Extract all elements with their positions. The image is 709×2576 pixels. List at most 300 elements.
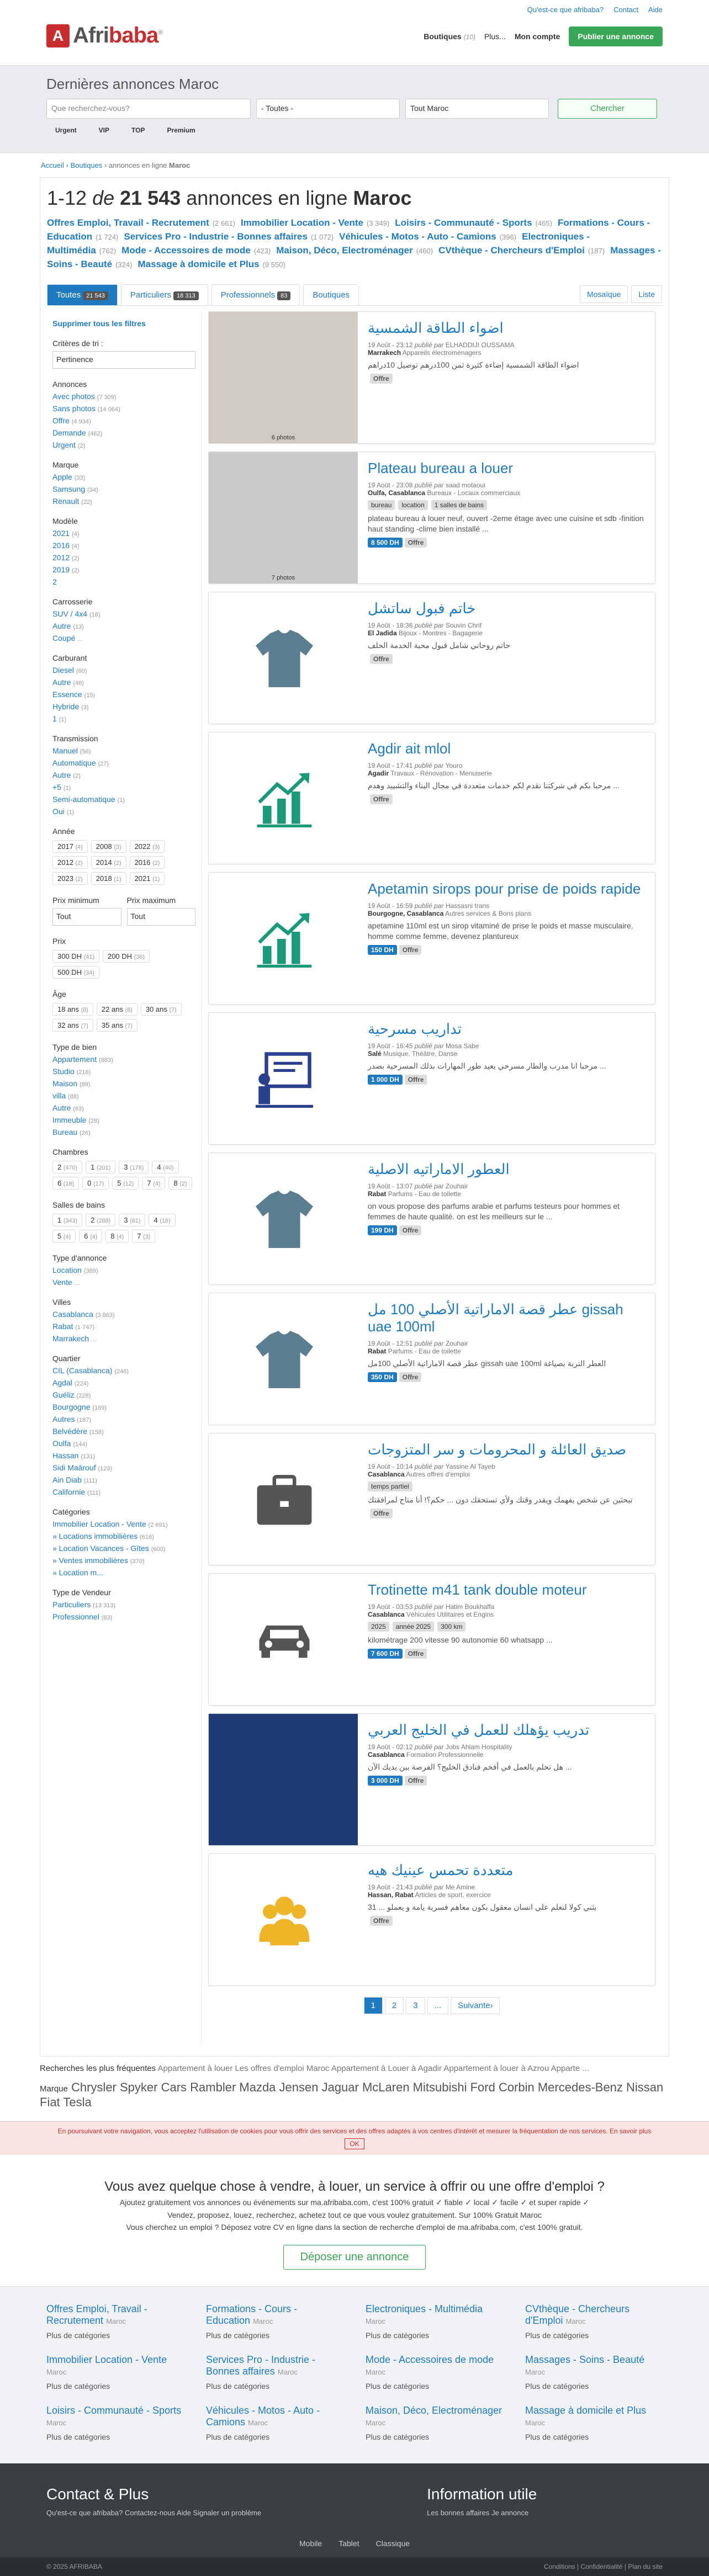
filter-option[interactable] [52,1278,195,1287]
category-link[interactable]: Mode - Accessoires de mode [121,245,251,256]
ad-category[interactable]: Autres offres d'emploi [406,1470,470,1478]
filter-option[interactable] [52,529,195,538]
ad-thumbnail[interactable] [209,1433,358,1565]
ad-card[interactable] [208,1152,655,1285]
filter-option[interactable] [52,1568,195,1577]
filter-option[interactable] [52,666,195,674]
filter-option[interactable] [52,1463,195,1472]
chip-label: 30 ans [145,1005,167,1013]
filter-option[interactable] [52,1091,195,1100]
chip-count: (2) [114,860,121,867]
ad-text [358,1433,655,1565]
ad-tags [368,1481,412,1491]
ad-user[interactable]: Hatim Boukhaffa [445,1603,495,1611]
filter-option[interactable] [52,541,195,550]
mode-mobile[interactable]: Mobile [299,2539,322,2548]
publish-ad-button[interactable]: Publier une annonce [569,26,663,46]
ad-offer-badge: Offre [405,1649,427,1659]
filter-annonces-title: Annonces [52,380,87,389]
filter-option[interactable] [52,746,195,755]
frequent-search-links[interactable]: Appartement à louer Les offres d'emploi Maroc Appartement à Louer à Agadir Appartement à louer à Azrou Apparte ... [157,2064,589,2073]
crumb-home[interactable]: Accueil [41,161,64,169]
category-card-title[interactable] [366,2405,503,2428]
legal-links[interactable]: Conditions | Confidentialité | Plan du site [543,2563,663,2570]
tab-particuliers[interactable]: Particuliers 18 313 [121,284,208,305]
page-link[interactable]: 2 [385,1997,404,2014]
filter-option-label: Hassan [52,1451,79,1460]
filter-option[interactable] [52,795,195,804]
filter-option-count: (123) [98,1465,113,1472]
category-link[interactable]: Electroniques - Multimédia [47,231,590,256]
chip-label: 5 [57,1232,62,1240]
filter-chip[interactable] [52,950,99,963]
category-link[interactable]: Loisirs - Communauté - Sports [395,217,532,228]
filter-chip[interactable] [52,840,88,853]
mode-tablet[interactable]: Tablet [338,2539,359,2548]
price-max-select[interactable]: Tout [127,908,196,926]
ad-card[interactable] [208,872,655,1005]
filter-option[interactable] [52,1556,195,1565]
filter-chip[interactable] [91,856,126,869]
ad-card[interactable] [208,1573,655,1706]
filter-option[interactable] [52,1366,195,1375]
ad-meta [368,762,645,777]
chip-count: (3) [152,844,160,851]
more-categories-link[interactable]: Plus de catégories [46,2432,110,2441]
chip-label: 300 DH [57,952,82,960]
more-categories-link[interactable]: Plus de catégories [46,2382,110,2391]
ad-user[interactable]: ELHADDIJI OUSSAMA [445,341,515,349]
nav-plus[interactable]: Plus... [484,32,506,41]
filter-chip[interactable] [52,966,99,979]
filter-option-count: (4) [72,543,80,550]
page-link[interactable]: 1 [364,1997,383,2014]
page-link[interactable]: ... [427,1997,449,2014]
ad-title[interactable]: Apetamin sirops pour prise de poids rapide [368,880,641,897]
ad-title[interactable]: Agdir ait mlol [368,740,451,757]
ad-date: 19 Août - 03:53 [368,1603,413,1611]
filter-chip[interactable] [52,856,88,869]
ad-category[interactable]: Parfums - Eau de toilette [388,1347,461,1355]
ad-thumbnail[interactable] [209,452,358,583]
ad-card[interactable] [208,1853,655,1986]
category-count: (762) [99,247,117,255]
ad-title[interactable]: تداريب مسرحية [368,1021,462,1037]
filter-chip[interactable] [52,872,88,885]
filter-option[interactable] [52,392,195,401]
filter-option[interactable] [52,678,195,687]
location-select[interactable]: Tout Maroc [405,99,549,119]
filter-option[interactable] [52,1439,195,1448]
search-input[interactable]: Que recherchez-vous? [46,99,251,119]
filter-option[interactable] [52,440,195,449]
ad-user[interactable]: Zouhair [445,1182,468,1190]
category-card-title[interactable] [46,2405,184,2428]
footer-contact-links[interactable]: Qu'est-ce que afribaba? Contactez-nous Aide Signaler un problème [46,2509,262,2517]
filter-option[interactable] [52,404,195,413]
category-card-country: Maroc [366,2419,386,2427]
crumb-boutiques[interactable]: Boutiques [70,161,103,169]
category-link[interactable]: Formations - Cours - Education [47,217,650,242]
ad-thumbnail[interactable] [209,1153,358,1284]
price-min-select[interactable]: Tout [52,908,121,926]
more-categories-link[interactable]: Plus de catégories [525,2331,589,2340]
category-link[interactable]: Véhicules - Motos - Auto - Camions [339,231,496,242]
ad-thumbnail[interactable] [209,1714,358,1845]
link-help[interactable]: Aide [648,6,663,14]
ad-thumbnail[interactable] [209,732,358,864]
link-contact[interactable]: Contact [613,6,638,14]
ad-category[interactable]: Musique, Théâtre, Danse [383,1050,458,1058]
footer-info-links[interactable]: Les bonnes affaires Je annonce [427,2509,529,2517]
category-card-title[interactable] [525,2405,663,2428]
ad-user[interactable]: saad motaoui [445,481,485,489]
site-logo[interactable] [46,23,162,48]
ad-title[interactable]: صديق العائلة و المحرومات و سر المتزوجات [368,1441,627,1458]
filter-option[interactable] [52,783,195,792]
filter-option[interactable] [52,416,195,425]
category-card-title[interactable] [525,2354,663,2377]
category-link[interactable]: Offres Emploi, Travail - Recrutement [47,217,209,228]
filter-option[interactable] [52,485,195,493]
filter-chip[interactable] [86,1214,115,1226]
ad-card[interactable] [208,311,655,444]
flag-top[interactable]: TOP [131,126,145,134]
ad-category[interactable]: Articles de sport, exercice [415,1891,491,1899]
ad-meta [368,1883,645,1899]
category-card-title[interactable] [46,2354,184,2377]
ad-category[interactable]: Travaux - Rénovation - Menuiserie [390,769,492,777]
ad-user[interactable]: Me Amine [445,1883,475,1891]
link-about[interactable]: Qu'est-ce que afribaba? [527,6,604,14]
filter-option-label: Guéliz [52,1390,75,1399]
ad-user[interactable]: Hassasni trans [445,902,490,910]
filter-option-count: (883) [99,1057,113,1064]
search-button[interactable]: Chercher [558,99,657,119]
flag-vip[interactable]: VIP [98,126,110,134]
ad-user[interactable]: Youro [445,762,463,769]
category-card [206,2354,343,2391]
filter-option[interactable] [52,1544,195,1553]
category-link[interactable]: Massage à domicile et Plus [137,259,260,269]
ad-tag: 300 km [437,1622,465,1632]
filter-chip[interactable] [52,1214,82,1226]
ad-meta [368,1042,645,1058]
ad-category[interactable]: Formation Professionnelle [406,1751,484,1759]
nav-account[interactable]: Mon compte [514,32,560,41]
ad-thumbnail[interactable] [209,312,358,443]
filter-chip[interactable] [130,856,165,869]
filter-option[interactable] [52,714,195,723]
filter-chip[interactable] [91,872,126,885]
filter-chip[interactable] [79,1230,102,1242]
filter-option[interactable] [52,472,195,481]
view-mosaic-button[interactable]: Mosaïque [580,285,628,303]
filter-chip[interactable] [152,1161,178,1173]
filter-chip[interactable] [142,1177,165,1189]
filter-chip[interactable] [103,950,150,963]
filter-chip[interactable] [112,1177,139,1189]
shirt-icon [248,623,320,694]
ad-offer-badge: Offre [370,1509,393,1518]
filter-option[interactable] [52,1322,195,1331]
filter-option[interactable] [52,1128,195,1136]
page-link[interactable]: Suivante› [451,1997,500,2014]
chip-label: 1 [91,1163,95,1171]
ad-description: kilométrage 200 vitesse 90 autonomie 60 whatsapp ... [368,1635,553,1644]
tab-toutes[interactable]: Toutes 21 543 [47,284,118,305]
mode-classic[interactable]: Classique [375,2539,410,2548]
filter-chip[interactable] [119,1161,149,1173]
ad-user[interactable]: Mosa Sabe [445,1042,479,1050]
ad-category[interactable]: Autres services & Bons plans [445,910,532,917]
category-link[interactable]: Massages - Soins - Beauté [47,245,661,269]
ad-badges [368,654,645,664]
category-card-title[interactable] [206,2354,343,2377]
filter-option-label: Bourgogne [52,1403,91,1411]
more-categories-link[interactable]: Plus de catégories [206,2331,270,2340]
filter-option[interactable] [52,609,195,618]
ad-thumbnail[interactable] [209,1574,358,1705]
ad-thumbnail[interactable] [209,1293,358,1425]
ad-tag: 1 salles de bains [431,500,487,510]
more-categories-link[interactable]: Plus de catégories [525,2382,589,2391]
category-card-title[interactable] [366,2354,503,2377]
filter-option-count: (2) [72,567,80,574]
filter-option[interactable] [52,1488,195,1496]
filter-option-label: Autre [52,622,71,630]
ad-category[interactable]: Véhicules Utilitaires et Engins [406,1611,494,1618]
filter-chip[interactable] [105,1230,129,1242]
filter-age-title: Âge [52,990,66,998]
filter-chip[interactable] [130,872,165,885]
ad-title[interactable]: Trotinette m41 tank double moteur [368,1581,587,1598]
filter-option-count: (60) [76,668,87,674]
ad-thumbnail[interactable] [209,1013,358,1144]
ad-description: خاتم روحاني شامل قبول محبة الخدمة الحلف [368,641,511,650]
category-card-country: Maroc [253,2317,273,2325]
ad-card[interactable] [208,732,655,864]
category-grid [0,2286,709,2463]
category-card-title[interactable] [525,2303,663,2327]
filter-option-count: (1) [59,716,67,723]
filter-option[interactable] [52,758,195,767]
chip-label: 2012 [57,858,73,867]
deposit-ad-button[interactable]: Déposer une annonce [283,2245,426,2270]
ad-card[interactable] [208,452,655,584]
ad-card[interactable] [208,1012,655,1145]
filter-chip[interactable] [86,1161,115,1173]
filter-option[interactable] [52,1600,195,1609]
ad-photo [209,1714,358,1845]
filter-chip[interactable] [130,840,165,853]
ad-date: 19 Août - 02:12 [368,1743,413,1751]
more-categories-link[interactable]: Plus de catégories [46,2331,110,2340]
chip-count: (4) [75,844,83,851]
filter-option-label: CIL (Casablanca) [52,1366,113,1375]
ad-published-by: publié par [414,1042,444,1050]
cookie-ok-button[interactable]: OK [345,2138,364,2149]
category-card-title[interactable] [206,2303,343,2327]
view-list-button[interactable]: Liste [631,285,662,303]
filter-option-label: Maison [52,1079,78,1088]
category-card-title[interactable] [206,2405,343,2428]
filter-option[interactable] [52,1103,195,1112]
clear-filters-link[interactable]: Supprimer tous les filtres [52,319,146,328]
filter-option[interactable] [52,577,195,586]
filter-option[interactable] [52,1334,195,1343]
category-select[interactable]: - Toutes - [256,99,400,119]
filter-option[interactable] [52,553,195,562]
ad-offer-badge: Offre [399,945,422,955]
filter-option[interactable] [52,1116,195,1124]
category-link[interactable]: CVthèque - Chercheurs d'Emploi [438,245,585,256]
filter-chip[interactable] [97,1003,137,1016]
more-categories-link[interactable]: Plus de catégories [525,2432,589,2441]
ad-category[interactable]: Parfums - Eau de toilette [388,1190,461,1198]
filter-option[interactable] [52,1378,195,1387]
price-max [127,896,196,926]
filter-option-count: (144) [73,1441,88,1448]
ad-thumbnail[interactable] [209,1854,358,1985]
filter-option[interactable] [52,428,195,437]
price-min [52,896,121,926]
filter-chip[interactable] [91,840,126,853]
category-card-title[interactable] [366,2303,503,2327]
ad-category[interactable]: Bijoux - Montres - Bagagerie [399,629,483,637]
view-toggle [580,285,662,303]
filter-option[interactable] [52,771,195,779]
filter-option[interactable] [52,1532,195,1541]
sort-select[interactable]: Pertinence [52,351,195,369]
filter-option[interactable] [52,1520,195,1528]
filter-option-label: Autre [52,771,71,779]
ad-card[interactable] [208,592,655,724]
ad-user[interactable]: Yassine Al Tayeb [445,1463,495,1470]
filter-option[interactable] [52,1427,195,1436]
filter-option[interactable] [52,702,195,711]
category-card-title[interactable] [46,2303,184,2327]
ad-thumbnail[interactable] [209,592,358,724]
brand-list[interactable]: Chrysler Spyker Cars Rambler Mazda Jensen Jaguar McLaren Mitsubishi Ford Corbin Mercedes-Benz Nissan Fiat Tesla [40,2080,664,2109]
filter-chip[interactable] [52,1003,93,1016]
ad-title[interactable]: العطور الاماراتيه الاصلية [368,1161,510,1177]
search-flags [55,126,195,134]
filter-option[interactable] [52,1451,195,1460]
filter-option[interactable] [52,1055,195,1064]
more-categories-link[interactable]: Plus de catégories [366,2382,430,2391]
ad-thumbnail[interactable] [209,873,358,1004]
category-link[interactable]: Services Pro - Industrie - Bonnes affaires [124,231,308,242]
filter-chip[interactable] [119,1214,145,1226]
ad-title[interactable]: اضواء الطاقة الشمسية [368,320,504,336]
ad-card[interactable] [208,1713,655,1846]
more-categories-link[interactable]: Plus de catégories [366,2432,430,2441]
category-link[interactable]: Immobilier Location - Vente [241,217,363,228]
ad-user[interactable]: Souvin Chrif [445,622,482,629]
flag-premium[interactable]: Premium [167,126,195,134]
filter-option[interactable] [52,690,195,699]
tab-professionnels[interactable]: Professionnels 83 [211,284,300,305]
chip-count: (178) [130,1165,144,1171]
page-link[interactable]: 3 [406,1997,425,2014]
nav-boutiques[interactable]: Boutiques (10) [424,32,475,41]
filter-option-count: (111) [87,1490,101,1496]
tab-boutiques[interactable]: Boutiques [303,284,359,305]
ad-published-by: publié par [414,1340,444,1347]
filter-option[interactable] [52,1475,195,1484]
filter-option[interactable] [52,1415,195,1424]
filter-option[interactable] [52,565,195,574]
filter-chip[interactable] [52,1019,93,1032]
filter-chip[interactable] [149,1214,175,1226]
flag-urgent[interactable]: Urgent [55,126,77,134]
ad-list [202,311,662,2047]
more-categories-link[interactable]: Plus de catégories [206,2382,270,2391]
filter-option[interactable] [52,634,195,642]
filter-chip[interactable] [52,1161,82,1173]
filter-option-label: 1 [52,714,57,723]
filter-option[interactable] [52,1266,195,1274]
filter-option[interactable] [52,497,195,506]
filter-option-label: Autres [52,1415,75,1424]
filter-option[interactable] [52,1612,195,1621]
filter-chip[interactable] [52,1230,76,1242]
filter-option[interactable] [52,1067,195,1076]
more-categories-link[interactable]: Plus de catégories [366,2331,430,2340]
filter-option[interactable] [52,1390,195,1399]
category-link[interactable]: Maison, Déco, Electroménager [276,245,413,256]
category-card [366,2354,503,2391]
ad-category[interactable]: Appareils électroménagers [402,349,482,357]
ad-user[interactable]: Jobs Ahlam Hospitality [445,1743,512,1751]
filter-chip[interactable] [82,1177,109,1189]
filter-option[interactable] [52,807,195,816]
ad-category[interactable]: Bureaux - Locaux commerciaux [427,489,521,497]
filter-quartier-title: Quartier [52,1354,81,1363]
filter-option-label: Urgent [52,440,76,449]
filter-option-label: Professionnel [52,1612,99,1621]
filter-chip[interactable] [141,1003,182,1016]
ad-text [358,1293,655,1425]
filter-chip[interactable] [52,1177,79,1189]
chip-label: 2 [91,1216,95,1224]
more-categories-link[interactable]: Plus de catégories [206,2432,270,2441]
filter-option-label: 2021 [52,529,70,538]
ad-title[interactable]: خاتم فبول ساتشل [368,600,476,617]
ad-title[interactable]: Plateau bureau a louer [368,460,514,476]
filter-option[interactable] [52,622,195,630]
filter-option-count: (13) [73,624,84,630]
ad-title[interactable]: عطر قصة الاماراتية الأصلي 100 مل gissah uae 100ml [368,1301,623,1335]
filter-option-count: (600) [151,1546,166,1553]
filter-chip[interactable] [168,1177,192,1189]
filter-option[interactable] [52,1079,195,1088]
category-count: (396) [499,233,517,241]
ad-title[interactable]: تدريب يؤهلك للعمل في الخليج العربي [368,1722,590,1738]
ad-tag: location [398,500,427,510]
filter-option[interactable] [52,1310,195,1319]
filter-option[interactable] [52,1403,195,1411]
ad-card[interactable] [208,1293,655,1425]
ad-tags [368,500,487,510]
ad-title[interactable]: متعددة تحمس عينيك هيه [368,1862,514,1878]
ad-user[interactable]: Zouhair [445,1340,468,1347]
filter-chip[interactable] [132,1230,155,1242]
ad-text [358,732,655,864]
filter-chip[interactable] [97,1019,137,1032]
ad-card[interactable] [208,1433,655,1565]
